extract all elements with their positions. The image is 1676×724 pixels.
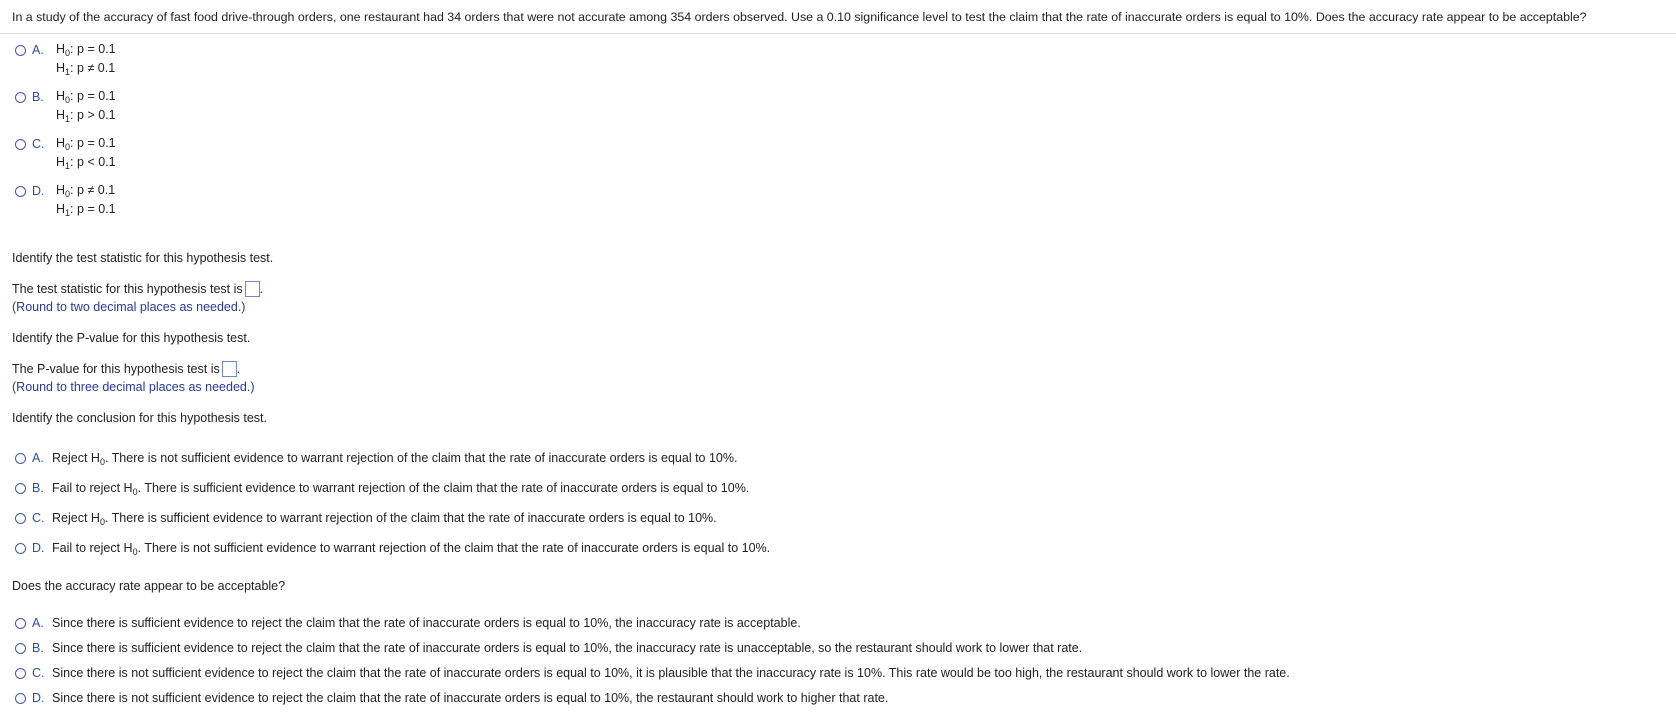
radio-button[interactable] <box>15 668 26 679</box>
option-letter: B. <box>32 481 44 495</box>
radio-button[interactable] <box>15 513 26 524</box>
radio-button[interactable] <box>15 643 26 654</box>
option-letter: A. <box>32 43 44 57</box>
option-letter: A. <box>32 451 44 465</box>
test-statistic-hint: (Round to two decimal places as needed.) <box>12 300 246 314</box>
test-statistic-label: The test statistic for this hypothesis test is <box>12 282 243 296</box>
radio-button[interactable] <box>15 92 26 103</box>
alternative-hypothesis: $H_1$: p = 0.1 <box>56 202 116 218</box>
p-value-input[interactable] <box>222 361 237 377</box>
p-value-hint: (Round to three decimal places as needed.) <box>12 380 255 394</box>
null-hypothesis: $H_0$: p ≠ 0.1 <box>56 183 116 199</box>
test-statistic-input[interactable] <box>245 281 260 297</box>
option-letter: C. <box>32 137 45 151</box>
question-text: In a study of the accuracy of fast food drive-through orders, one restaurant had 34 orders that were not accurate among 354 orders observed. Use a 0.10 significance level to test the claim that the rate of inaccurate orders is equal to 10%. Does the accuracy rate appear to be acceptable? <box>12 10 1587 24</box>
alternative-hypothesis: $H_1$: p < 0.1 <box>56 155 116 171</box>
radio-button[interactable] <box>15 139 26 150</box>
option-letter: B. <box>32 90 44 104</box>
radio-button[interactable] <box>15 45 26 56</box>
test-statistic-line: The test statistic for this hypothesis test is . <box>12 282 264 296</box>
null-hypothesis: $H_0$: p = 0.1 <box>56 89 116 105</box>
question-divider <box>0 33 1676 34</box>
radio-button[interactable] <box>15 693 26 704</box>
option-letter: A. <box>32 616 44 630</box>
option-text: Fail to reject $H_0$. There is sufficient evidence to warrant rejection of the claim that the rate of inaccurate orders is equal to 10%. <box>52 481 750 497</box>
radio-button[interactable] <box>15 186 26 197</box>
radio-button[interactable] <box>15 453 26 464</box>
radio-button[interactable] <box>15 543 26 554</box>
option-letter: C. <box>32 511 45 525</box>
option-letter: D. <box>32 541 45 555</box>
option-letter: B. <box>32 641 44 655</box>
p-value-label: The P-value for this hypothesis test is <box>12 362 220 376</box>
option-text: Reject $H_0$. There is not sufficient evidence to warrant rejection of the claim that the rate of inaccurate orders is equal to 10%. <box>52 451 738 467</box>
option-text: Since there is sufficient evidence to reject the claim that the rate of inaccurate orders is equal to 10%, the inaccuracy rate is unacceptable, so the restaurant should work to lower that rate. <box>52 641 1083 655</box>
option-text: Since there is sufficient evidence to reject the claim that the rate of inaccurate orders is equal to 10%, the inaccuracy rate is acceptable. <box>52 616 801 630</box>
option-letter: D. <box>32 691 45 705</box>
acceptable-prompt: Does the accuracy rate appear to be acceptable? <box>12 579 286 593</box>
alternative-hypothesis: $H_1$: p ≠ 0.1 <box>56 61 116 77</box>
p-value-prompt: Identify the P-value for this hypothesis test. <box>12 331 251 345</box>
radio-button[interactable] <box>15 483 26 494</box>
null-hypothesis: $H_0$: p = 0.1 <box>56 136 116 152</box>
option-text: Fail to reject $H_0$. There is not sufficient evidence to warrant rejection of the claim that the rate of inaccurate orders is equal to 10%. <box>52 541 771 557</box>
conclusion-prompt: Identify the conclusion for this hypothesis test. <box>12 411 267 425</box>
option-text: Since there is not sufficient evidence to reject the claim that the rate of inaccurate orders is equal to 10%, the restaurant should work to higher that rate. <box>52 691 889 705</box>
null-hypothesis: $H_0$: p = 0.1 <box>56 42 116 58</box>
option-letter: D. <box>32 184 45 198</box>
test-statistic-prompt: Identify the test statistic for this hypothesis test. <box>12 251 274 265</box>
radio-button[interactable] <box>15 618 26 629</box>
p-value-line: The P-value for this hypothesis test is . <box>12 362 241 376</box>
option-text: Since there is not sufficient evidence to reject the claim that the rate of inaccurate orders is equal to 10%, it is plausible that the inaccuracy rate is 10%. This rate would be too high, the restaurant should work to lower the rate. <box>52 666 1290 680</box>
option-text: Reject $H_0$. There is sufficient evidence to warrant rejection of the claim that the rate of inaccurate orders is equal to 10%. <box>52 511 717 527</box>
option-letter: C. <box>32 666 45 680</box>
alternative-hypothesis: $H_1$: p > 0.1 <box>56 108 116 124</box>
